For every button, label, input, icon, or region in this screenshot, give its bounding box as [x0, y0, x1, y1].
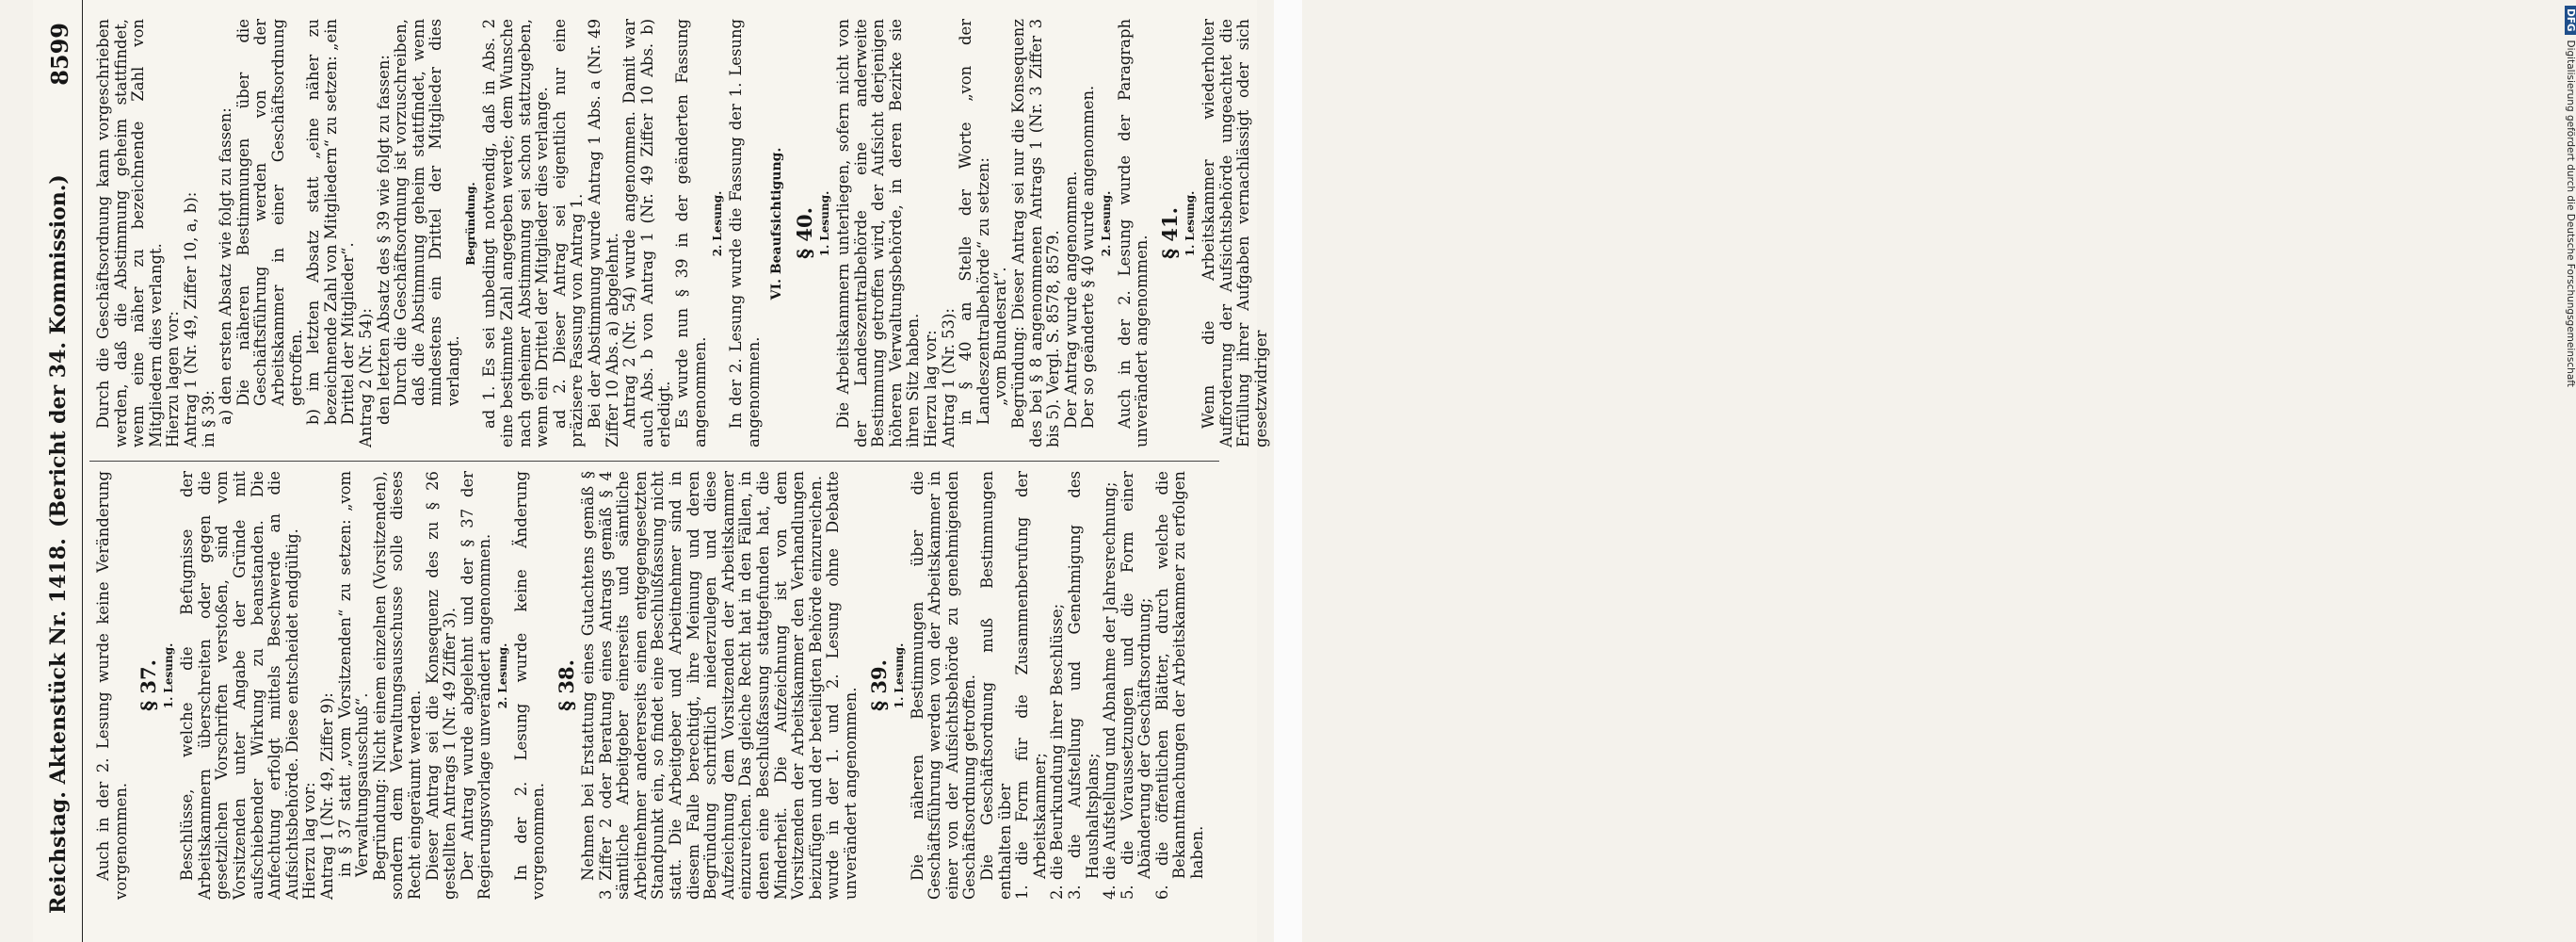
paragraph: Es wurde nun § 39 in der geänderten Fassung angenommen.	[673, 19, 709, 447]
left-column	[95, 471, 1207, 900]
paragraph: Die Arbeitskammern unterliegen, sofern nicht von der Landeszentralbehörde eine anderweite Bestimmung getroffen wird, der Aufsicht derjenigen höheren Verwaltungsbehörde, in deren Bezirke sie ihren Sitz haben.	[833, 19, 923, 447]
list-item: 5. die Voraussetzungen und die Form einer Abänderung der Geschäftsordnung;	[1118, 471, 1154, 900]
paragraph: Der Antrag wurde angenommen.	[1061, 171, 1080, 429]
paragraph: In der 2. Lesung wurde die Fassung der 1. Lesung angenommen.	[727, 19, 763, 447]
right-column	[95, 19, 1270, 447]
paragraph: Durch die Geschäftsordnung kann vorgeschrieben werden, daß die Abstimmung geheim stattfindet, wenn eine näher zu bezeichnende Zahl von Mitgliedern dies verlangt.	[94, 19, 165, 447]
running-head	[40, 0, 83, 942]
paragraph: Bei der Abstimmung wurde Antrag 1 Abs. a (Nr. 49 Ziffer 10 Abs. a) abgelehnt.	[586, 19, 621, 447]
indented-paragraph: b) im letzten Absatz statt „eine näher zu bezeichnende Zahl von Mitgliedern“ zu setzen: „ein Drittel der Mitglieder“.	[304, 19, 358, 425]
paragraph: Nehmen bei Erstattung eines Gutachtens gemäß § 3 Ziffer 2 oder Beratung eines Antrags gemäß § 4 sämtliche Arbeitgeber einerseits und sämtliche Arbeitnehmer andererseits einen entgegengesetzten Standpunkt ein, so findet eine Beschlußfassung nicht statt. Die Arbeitgeber und Arbeitnehmer sind in diesem Falle berechtigt, ihre Meinung und deren Begründung schriftlich niederzulegen und diese Aufzeichnung dem Vorsitzenden der Arbeitskammer einzureichen. Das gleiche Recht hat in den Fällen, in denen eine Beschlußfassung stattgefunden hat, die Minderheit. Die Aufzeichnung ist von dem Vorsitzenden der Arbeitskammer den Verhandlungen beizufügen und der beteiligten Behörde einzureichen.	[579, 471, 825, 900]
paragraph: Auch in der 2. Lesung wurde keine Veränderung vorgenommen.	[94, 471, 130, 900]
subheading: 1. Lesung.	[162, 642, 176, 709]
subheading: 2. Lesung.	[1099, 190, 1113, 257]
paragraph: Begründung: Dieser Antrag sei nur die Konsequenz des bei § 8 angenommenen Antrags 1 (Nr. 3 Ziffer 3 bis 5). Vergl. S. 8578, 8579.	[1008, 19, 1063, 447]
paragraph: Antrag 2 (Nr. 54):	[356, 308, 375, 447]
section-heading: § 37.	[137, 659, 161, 711]
dfg-credit-text: Digitalisierung gefördert durch die Deutsche Forschungsgemeinschaft	[2565, 40, 2576, 387]
subheading: 1. Lesung.	[892, 642, 906, 709]
paragraph: Die näheren Bestimmungen über die Geschäftsführung werden von der Arbeitskammer in einer von der Aufsichtsbehörde zu genehmigenden Geschäftsordnung getroffen.	[908, 471, 979, 900]
paragraph: Antrag 1 (Nr. 49, Ziffer 9):	[317, 692, 336, 900]
quoted-paragraph: Durch die Geschäftsordnung ist vorzuschreiben, daß die Abstimmung geheim stattfindet, wenn mindestens ein Drittel der Mitglieder dies verlangt.	[392, 19, 462, 406]
indented-paragraph: den letzten Absatz des § 39 wie folgt zu fassen:	[374, 55, 393, 425]
running-head-center: (Bericht der 34. Kommission.)	[46, 174, 71, 528]
paragraph: Beschlüsse, welche die Befugnisse der Arbeitskammern überschreiten oder gegen die gesetzlichen Vorschriften verstoßen, sind vom Vorsitzenden unter Angabe der Gründe mit aufschiebender Wirkung zu beanstanden. Die Anfechtung erfolgt mittels Beschwerde an die Aufsichtsbehörde. Diese entscheidet endgültig.	[178, 471, 301, 900]
subheading: 1. Lesung.	[1183, 190, 1198, 257]
paragraph: in § 39:	[199, 390, 217, 447]
page-number: 8599	[46, 23, 73, 86]
dfg-logo: DFG	[2565, 6, 2576, 35]
paragraph: Wenn die Arbeitskammer wiederholter Aufforderung der Aufsichtsbehörde ungeachtet die Erfüllung ihrer Aufgaben vernachlässigt oder sich gesetzwidriger	[1199, 19, 1270, 447]
quoted-paragraph: „vom Bundesrat“.	[991, 267, 1010, 406]
document-page	[33, 0, 1270, 942]
paragraph: Der so geänderte § 40 wurde angenommen.	[1079, 85, 1098, 429]
list-item: 1. die Form für die Zusammenberufung der Arbeitskammer;	[1013, 471, 1049, 900]
list-item: 3. die Aufstellung und Genehmigung des Haushaltsplans;	[1065, 471, 1102, 900]
column-divider	[89, 461, 1219, 462]
paragraph: Dieser Antrag sei die Konsequenz des zu § 26 gestellten Antrags 1 (Nr. 49 Ziffer 3).	[423, 471, 459, 900]
paragraph: Der Antrag wurde abgelehnt und der § 37 der Regierungsvorlage unverändert angenommen.	[458, 471, 494, 900]
paragraph: Auch in der 2. Lesung wurde der Paragraph unverändert angenommen.	[1115, 19, 1151, 447]
paragraph: Antrag 1 (Nr. 49, Ziffer 10, a, b):	[181, 191, 200, 447]
paragraph: Die Geschäftsordnung muß Bestimmungen enthalten über	[977, 471, 1014, 900]
paragraph: Begründung: Nicht einem einzelnen (Vorsitzenden), sondern dem Verwaltungsausschusse solle dieses Recht eingeräumt werden.	[370, 471, 424, 900]
paragraph: ad 2. Dieser Antrag sei eigentlich nur eine präzisere Fassung von Antrag 1.	[550, 19, 587, 447]
dfg-credit	[2565, 6, 2576, 387]
paragraph: wurde in der 1. und 2. Lesung ohne Debatte unverändert angenommen.	[824, 471, 860, 900]
paragraph: Antrag 1 (Nr. 53):	[939, 308, 958, 447]
paragraph: Hierzu lag vor:	[300, 782, 319, 900]
section-heading: § 39.	[866, 659, 891, 711]
list-item: 4. die Aufstellung und Abnahme der Jahresrechnung;	[1101, 481, 1119, 900]
running-head-left: Reichstag. Aktenstück Nr. 1418.	[46, 538, 71, 914]
enumerated-list	[1014, 471, 1207, 900]
section-heading: § 41.	[1158, 207, 1183, 259]
chapter-heading: VI. Beaufsichtigung.	[769, 147, 785, 300]
list-item: 6. die öffentlichen Blätter, durch welche die Bekanntmachungen der Arbeitskammer zu erfolgen haben.	[1152, 471, 1207, 900]
subheading: Begründung.	[464, 182, 478, 266]
paragraph: In der 2. Lesung wurde keine Änderung vorgenommen.	[511, 471, 548, 900]
subheading: 2. Lesung.	[711, 190, 725, 257]
list-item: 2. die Beurkundung ihrer Beschlüsse;	[1048, 603, 1067, 900]
indented-paragraph: a) den ersten Absatz wie folgt zu fassen:	[217, 107, 235, 425]
section-heading: § 40.	[792, 207, 816, 259]
quoted-paragraph: Die näheren Bestimmungen über die Geschäftsführung werden von der Arbeitskammer in einer Geschäftsordnung getroffen.	[233, 19, 305, 406]
dfg-credit-strip	[1274, 0, 2576, 942]
paragraph: Hierzu lag vor:	[921, 330, 940, 447]
paragraph: Antrag 2 (Nr. 54) wurde angenommen. Damit war auch Abs. b von Antrag 1 (Nr. 49 Ziffer 10 Abs. b) erledigt.	[620, 19, 674, 447]
subheading: 2. Lesung.	[495, 642, 509, 709]
paragraph: ad 1. Es sei unbedingt notwendig, daß in Abs. 2 eine bestimmte Zahl angegeben werde; dem Wunsche nach geheimer Abstimmung sei schon stattzugeben, wenn ein Drittel der Mitglieder dies verlange.	[480, 19, 552, 447]
paragraph: Hierzu lagen vor:	[164, 311, 183, 447]
indented-paragraph: in § 40 an Stelle der Worte „von der Landeszentralbehörde“ zu setzen:	[957, 19, 992, 425]
subheading: 1. Lesung.	[817, 190, 831, 257]
section-heading: § 38.	[555, 659, 579, 711]
indented-paragraph: in § 37 statt „vom Vorsitzenden“ zu setzen: „vom Verwaltungsausschuß“.	[335, 471, 372, 877]
